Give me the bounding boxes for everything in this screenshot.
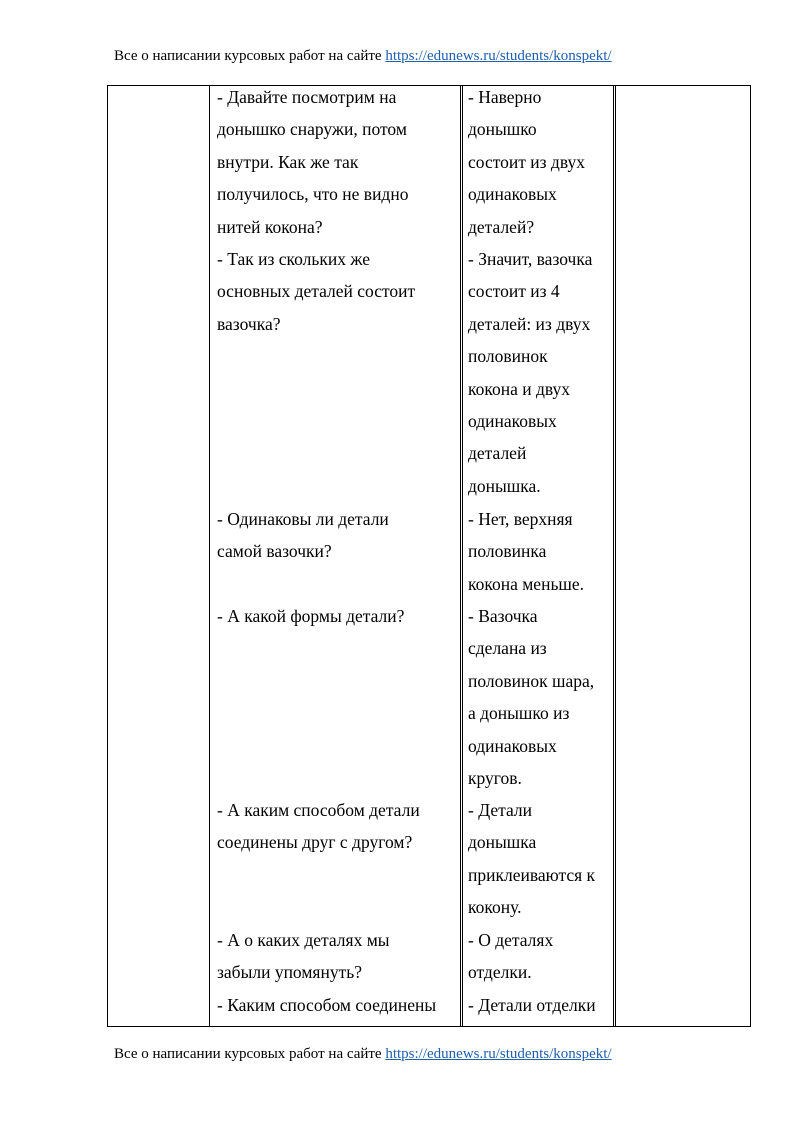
- footer-text: Все о написании курсовых работ на сайте: [114, 1046, 386, 1062]
- column-divider-1: [209, 85, 210, 1027]
- table-border-right: [750, 85, 751, 1027]
- table-bottom-border: [107, 1026, 751, 1027]
- student-block-4: - Вазочка сделана из половинок шара, а донышко из одинаковых кругов.: [468, 606, 595, 789]
- teacher-block-5: - А каким способом детали соединены друг с другом?: [217, 800, 420, 853]
- student-block-7: - Детали отделки: [468, 995, 596, 1015]
- teacher-block-4: - А какой формы детали?: [217, 606, 405, 626]
- student-block-3: - Нет, верхняя половинка кокона меньше.: [468, 509, 585, 594]
- header-text: Все о написании курсовых работ на сайте: [114, 48, 386, 64]
- student-block-1: - Наверно донышко состоит из двух одинаковых деталей?: [468, 87, 585, 237]
- page-header: [114, 48, 612, 65]
- teacher-block-7: - Каким способом соединены: [217, 995, 437, 1015]
- page-footer: [114, 1046, 612, 1063]
- lesson-table: [107, 85, 751, 1027]
- teacher-block-6: - А о каких деталях мы забыли упомянуть?: [217, 930, 390, 983]
- teacher-block-1: - Давайте посмотрим на донышко снаружи, потом внутри. Как же так получилось, что не видно нитей кокона?: [217, 87, 409, 237]
- header-link[interactable]: https://edunews.ru/students/konspekt/: [385, 48, 612, 64]
- teacher-block-2: - Так из скольких же основных деталей состоит вазочка?: [217, 249, 416, 334]
- teacher-block-3: - Одинаковы ли детали самой вазочки?: [217, 509, 389, 562]
- student-block-6: - О деталях отделки.: [468, 930, 554, 983]
- footer-link[interactable]: https://edunews.ru/students/konspekt/: [385, 1046, 612, 1062]
- student-block-5: - Детали донышка приклеиваются к кокону.: [468, 800, 596, 918]
- table-border-left: [107, 85, 108, 1027]
- student-block-2: - Значит, вазочка состоит из 4 деталей: из двух половинок кокона и двух одинаковых деталей донышка.: [468, 249, 593, 496]
